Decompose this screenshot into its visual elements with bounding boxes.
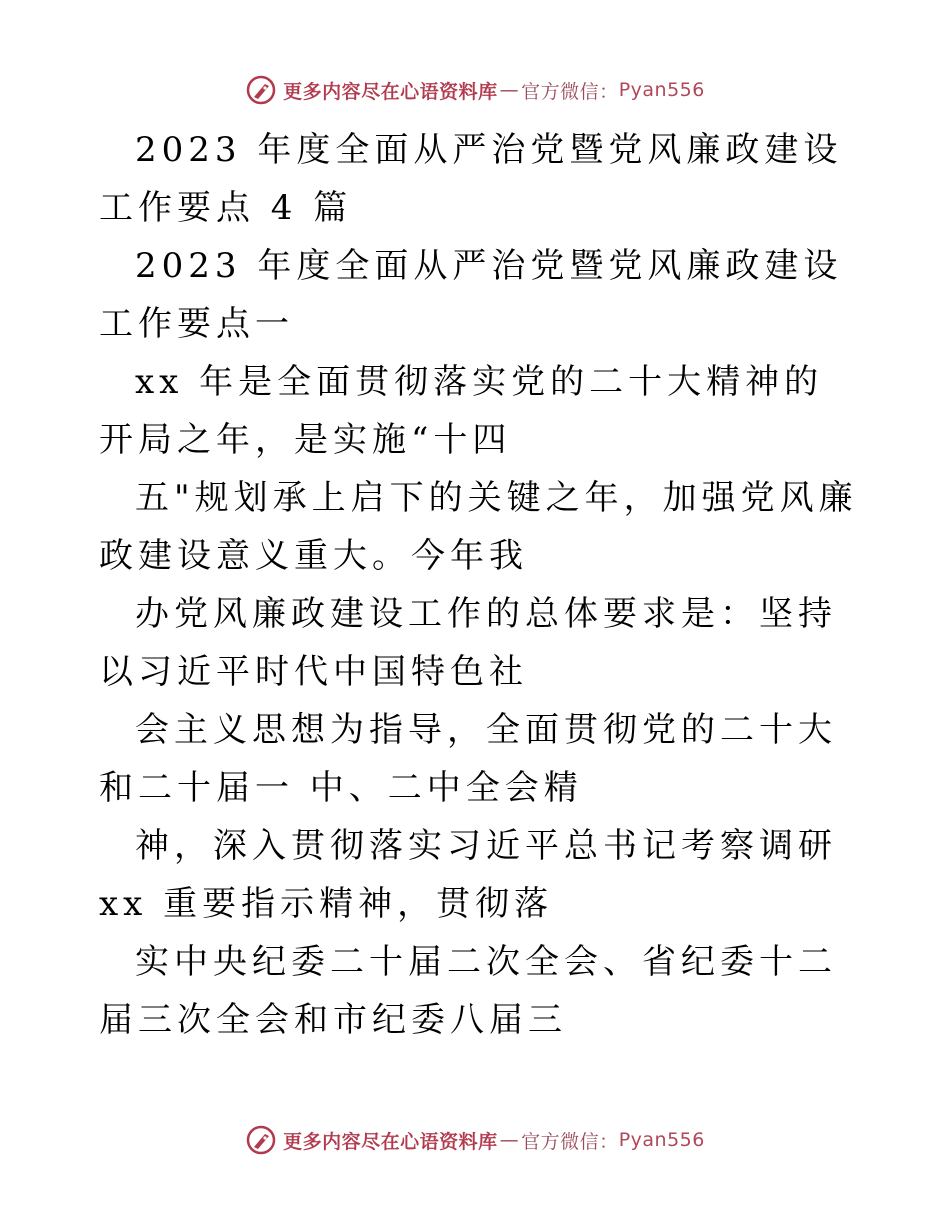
footer-watermark bbox=[0, 1120, 950, 1160]
body-paragraph: 五"规划承上启下的关键之年，加强党风廉政建设意义重大。今年我 bbox=[99, 478, 858, 576]
watermark-main-text: 更多内容尽在心语资料库 bbox=[283, 1130, 498, 1153]
watermark-sub-text: 官方微信： bbox=[521, 80, 619, 103]
body-paragraph: xx 年是全面贯彻落实党的二十大精神的开局之年，是实施“十四 bbox=[99, 362, 824, 460]
body-paragraph: 神，深入贯彻落实习近平总书记考察调研 xx 重要指示精神，贯彻落 bbox=[99, 826, 837, 924]
pen-nib-logo-icon bbox=[245, 74, 277, 106]
document-body bbox=[99, 121, 859, 1049]
body-paragraph: 实中央纪委二十届二次全会、省纪委十二届三次全会和市纪委八届三 bbox=[99, 942, 837, 1040]
watermark-wechat-id: Pyan556 bbox=[618, 79, 705, 101]
watermark-dash: — bbox=[499, 1129, 520, 1151]
section-heading: 2023 年度全面从严治党暨党风廉政建设工作要点一 bbox=[99, 246, 843, 344]
document-title: 2023 年度全面从严治党暨党风廉政建设工作要点 4 篇 bbox=[99, 130, 843, 228]
header-watermark bbox=[0, 70, 950, 110]
watermark-dash: — bbox=[499, 79, 520, 101]
watermark-main-text: 更多内容尽在心语资料库 bbox=[283, 80, 498, 103]
pen-nib-logo-icon bbox=[245, 1124, 277, 1156]
watermark-wechat-id: Pyan556 bbox=[618, 1129, 705, 1151]
body-paragraph: 办党风廉政建设工作的总体要求是：坚持以习近平时代中国特色社 bbox=[99, 594, 837, 692]
body-paragraph: 会主义思想为指导，全面贯彻党的二十大和二十届一 中、二中全会精 bbox=[99, 710, 837, 808]
watermark-sub-text: 官方微信： bbox=[521, 1130, 619, 1153]
